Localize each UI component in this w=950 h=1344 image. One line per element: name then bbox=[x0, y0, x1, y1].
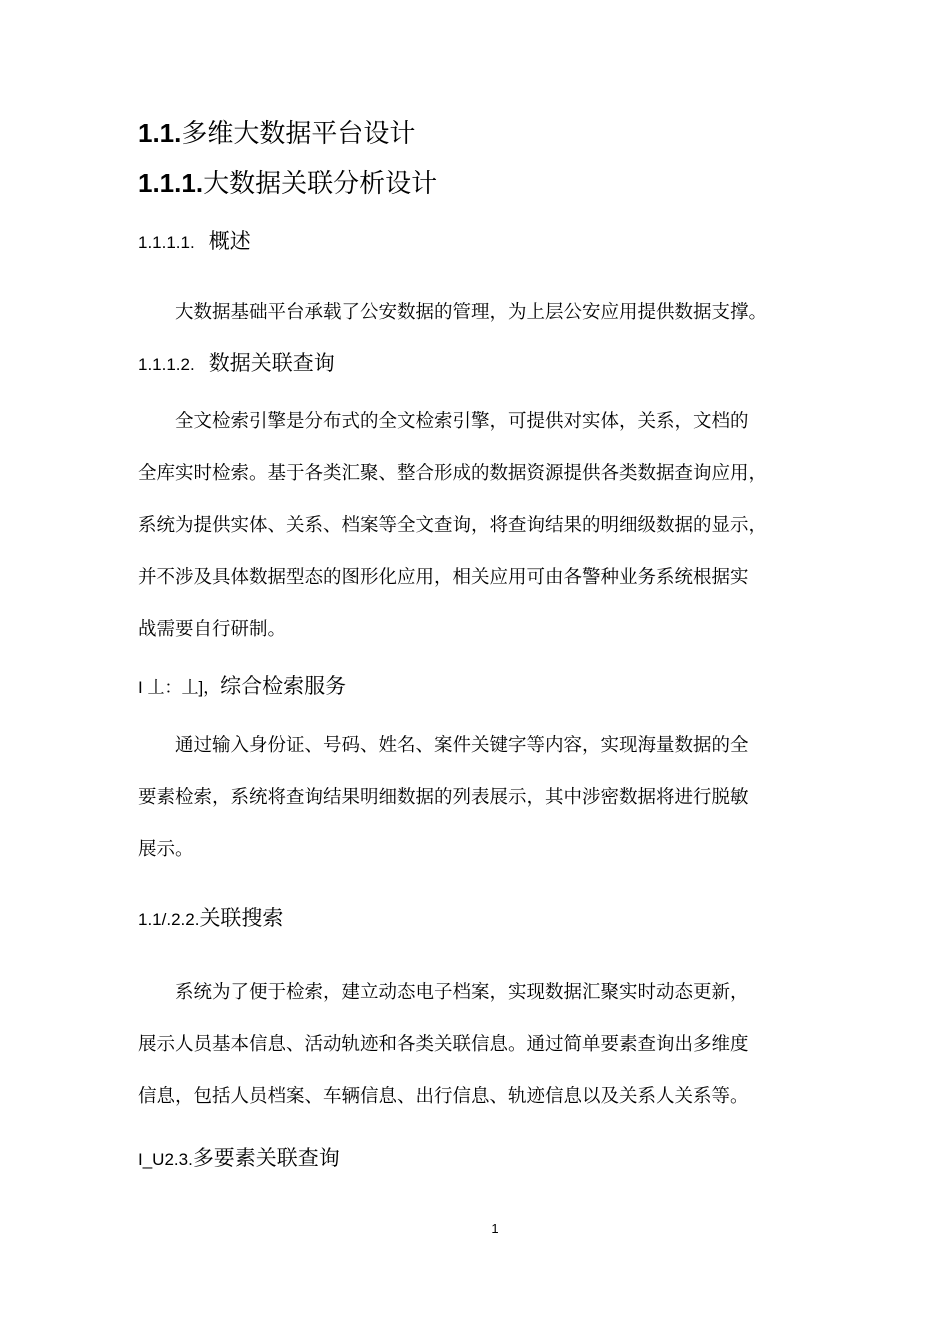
paragraph-line: 全库实时检索。基于各类汇聚、整合形成的数据资源提供各类数据查询应用， bbox=[138, 463, 768, 484]
paragraph-line: 系统为了便于检索，建立动态电子档案，实现数据汇聚实时动态更新， bbox=[175, 982, 749, 1003]
paragraph-line: 通过输入身份证、号码、姓名、案件关键字等内容，实现海量数据的全 bbox=[175, 735, 749, 756]
heading-multi-element-query-number: I_U2.3. bbox=[138, 1150, 193, 1169]
heading-data-query-number: 1.1.1.2. bbox=[138, 355, 195, 374]
paragraph-line: 要素检索，系统将查询结果明细数据的列表展示，其中涉密数据将进行脱敏 bbox=[138, 787, 749, 808]
heading-2 bbox=[138, 163, 437, 200]
heading-multi-element-query bbox=[138, 1142, 340, 1172]
heading-integrated-search bbox=[138, 670, 346, 700]
paragraph-line: 信息，包括人员档案、车辆信息、出行信息、轨迹信息以及关系人关系等。 bbox=[138, 1086, 749, 1107]
paragraph-integrated-search bbox=[138, 720, 818, 876]
heading-association-search-number: 1.1/.2.2. bbox=[138, 910, 200, 929]
heading-integrated-search-number: I 丄：丄]， bbox=[138, 678, 221, 697]
heading-association-search bbox=[138, 902, 283, 932]
heading-overview bbox=[138, 225, 251, 255]
heading-1-text: 多维大数据平台设计 bbox=[181, 119, 416, 149]
heading-overview-number: 1.1.1.1. bbox=[138, 233, 195, 252]
heading-1 bbox=[138, 113, 415, 150]
heading-data-query-text: 数据关联查询 bbox=[208, 351, 335, 375]
paragraph-line: 系统为提供实体、关系、档案等全文查询，将查询结果的明细级数据的显示， bbox=[138, 515, 768, 536]
paragraph-line: 战需要自行研制。 bbox=[138, 619, 287, 640]
paragraph-overview bbox=[138, 287, 818, 339]
heading-data-query bbox=[138, 347, 335, 377]
paragraph-line: 并不涉及具体数据型态的图形化应用，相关应用可由各警种业务系统根据实 bbox=[138, 567, 749, 588]
paragraph-line: 展示。 bbox=[138, 839, 194, 860]
heading-association-search-text: 关联搜索 bbox=[199, 906, 284, 930]
heading-multi-element-query-text: 多要素关联查询 bbox=[192, 1146, 340, 1170]
heading-overview-text: 概述 bbox=[208, 229, 251, 253]
heading-integrated-search-text: 综合检索服务 bbox=[220, 674, 347, 698]
heading-1-number: 1.1. bbox=[138, 118, 182, 148]
paragraph-line: 展示人员基本信息、活动轨迹和各类关联信息。通过简单要素查询出多维度 bbox=[138, 1034, 749, 1055]
paragraph-line: 大数据基础平台承载了公安数据的管理，为上层公安应用提供数据支撑。 bbox=[175, 302, 768, 323]
heading-2-text: 大数据关联分析设计 bbox=[203, 169, 438, 199]
paragraph-association-search bbox=[138, 967, 818, 1123]
heading-2-number: 1.1.1. bbox=[138, 168, 204, 198]
page-number: 1 bbox=[491, 1221, 499, 1236]
paragraph-line: 全文检索引擎是分布式的全文检索引擎，可提供对实体，关系，文档的 bbox=[175, 411, 749, 432]
paragraph-data-query bbox=[138, 396, 818, 656]
